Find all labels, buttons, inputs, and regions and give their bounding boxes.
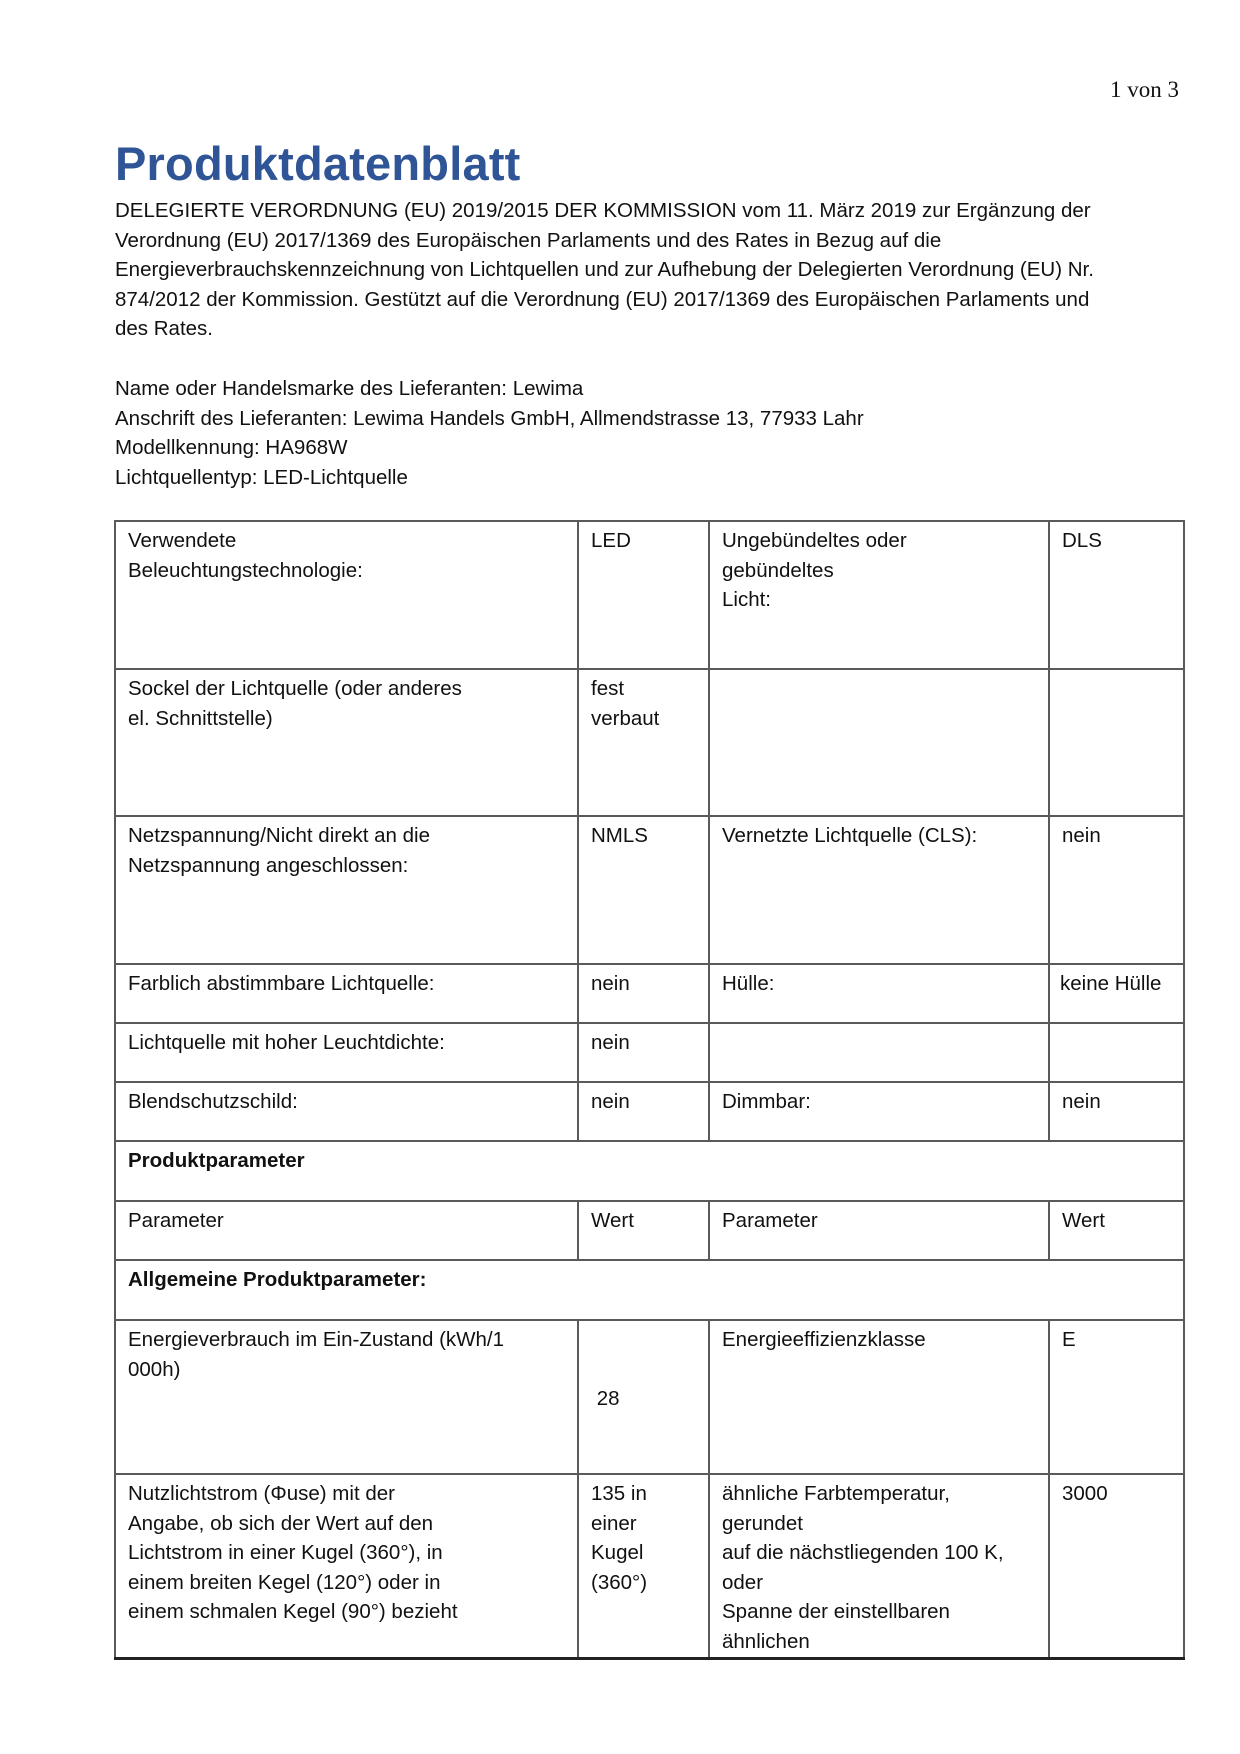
parameter-cell: Verwendete Beleuchtungstechnologie: bbox=[115, 521, 578, 669]
value-cell: DLS bbox=[1049, 521, 1184, 669]
empty-cell bbox=[1049, 669, 1184, 816]
parameter-cell: Netzspannung/Nicht direkt an die Netzspannung angeschlossen: bbox=[115, 816, 578, 964]
section-row bbox=[115, 1260, 1184, 1320]
empty-cell bbox=[1049, 1023, 1184, 1082]
parameter-cell: ähnliche Farbtemperatur, gerundet auf die nächstliegenden 100 K, oder Spanne der einstellbaren ähnlichen bbox=[709, 1474, 1049, 1658]
parameter-cell: Blendschutzschild: bbox=[115, 1082, 578, 1141]
table-row bbox=[115, 1320, 1184, 1474]
parameter-cell: Hülle: bbox=[709, 964, 1049, 1023]
regulation-intro bbox=[115, 196, 1195, 344]
table-row bbox=[115, 521, 1184, 669]
empty-cell bbox=[709, 669, 1049, 816]
parameter-cell: Vernetzte Lichtquelle (CLS): bbox=[709, 816, 1049, 964]
column-header-parameter: Parameter bbox=[115, 1201, 578, 1260]
value-cell: nein bbox=[1049, 816, 1184, 964]
value-cell: LED bbox=[578, 521, 709, 669]
table-row bbox=[115, 816, 1184, 964]
intro-line: DELEGIERTE VERORDNUNG (EU) 2019/2015 DER KOMMISSION vom 11. März 2019 zur Ergänzung der bbox=[115, 199, 1091, 222]
section-heading-general-parameters: Allgemeine Produktparameter: bbox=[115, 1260, 1184, 1320]
color-temperature-value: 3000 bbox=[1049, 1474, 1184, 1658]
table-row bbox=[115, 1474, 1184, 1658]
value-cell: nein bbox=[578, 1023, 709, 1082]
supplier-name: Name oder Handelsmarke des Lieferanten: Lewima bbox=[115, 377, 584, 400]
model-identifier: Modellkennung: HA968W bbox=[115, 436, 348, 460]
parameter-cell: Dimmbar: bbox=[709, 1082, 1049, 1141]
value-cell: nein bbox=[578, 964, 709, 1023]
intro-line: Verordnung (EU) 2017/1369 des Europäischen Parlaments und des Rates in Bezug auf die bbox=[115, 228, 942, 252]
table-row bbox=[115, 1023, 1184, 1082]
parameter-cell: Energieverbrauch im Ein-Zustand (kWh/1 000h) bbox=[115, 1320, 578, 1474]
product-data-table bbox=[114, 520, 1185, 1660]
intro-line: 874/2012 der Kommission. Gestützt auf die Verordnung (EU) 2017/1369 des Europäischen Parlaments und bbox=[115, 287, 1090, 311]
value-cell: NMLS bbox=[578, 816, 709, 964]
table-row bbox=[115, 964, 1184, 1023]
page-title: Produktdatenblatt bbox=[115, 137, 521, 190]
light-source-type: Lichtquellentyp: LED-Lichtquelle bbox=[115, 465, 408, 489]
energy-class-value: E bbox=[1049, 1320, 1184, 1474]
supplier-address: Anschrift des Lieferanten: Lewima Handels GmbH, Allmendstrasse 13, 77933 Lahr bbox=[115, 406, 864, 430]
parameter-cell: Ungebündeltes oder gebündeltes Licht: bbox=[709, 521, 1049, 669]
page-number: 1 von 3 bbox=[1110, 77, 1179, 102]
parameter-cell: Lichtquelle mit hoher Leuchtdichte: bbox=[115, 1023, 578, 1082]
parameter-cell: Nutzlichtstrom (Φuse) mit der Angabe, ob sich der Wert auf den Lichtstrom in einer Kugel (360°), in einem breiten Kegel (120°) oder in einem schmalen Kegel (90°) bezieht bbox=[115, 1474, 578, 1658]
section-row bbox=[115, 1141, 1184, 1201]
energy-consumption-value: 28 bbox=[578, 1320, 709, 1474]
column-header-value: Wert bbox=[1049, 1201, 1184, 1260]
value-cell: nein bbox=[578, 1082, 709, 1141]
column-header-value: Wert bbox=[578, 1201, 709, 1260]
table-row bbox=[115, 669, 1184, 816]
parameter-cell: Sockel der Lichtquelle (oder anderes el. Schnittstelle) bbox=[115, 669, 578, 816]
value-cell: fest verbaut bbox=[578, 669, 709, 816]
value-cell: nein bbox=[1049, 1082, 1184, 1141]
table-header-row bbox=[115, 1201, 1184, 1260]
value-cell: keine Hülle bbox=[1049, 964, 1184, 1023]
section-heading-product-parameters: Produktparameter bbox=[115, 1141, 1184, 1201]
intro-line: des Rates. bbox=[115, 317, 213, 341]
intro-line: Energieverbrauchskennzeichnung von Lichtquellen und zur Aufhebung der Delegierten Verordnung (EU) Nr. bbox=[115, 258, 1094, 282]
luminous-flux-value: 135 in einer Kugel (360°) bbox=[578, 1474, 709, 1658]
column-header-parameter: Parameter bbox=[709, 1201, 1049, 1260]
empty-cell bbox=[709, 1023, 1049, 1082]
parameter-cell: Energieeffizienzklasse bbox=[709, 1320, 1049, 1474]
table-row bbox=[115, 1082, 1184, 1141]
parameter-cell: Farblich abstimmbare Lichtquelle: bbox=[115, 964, 578, 1023]
supplier-info bbox=[115, 374, 1195, 492]
